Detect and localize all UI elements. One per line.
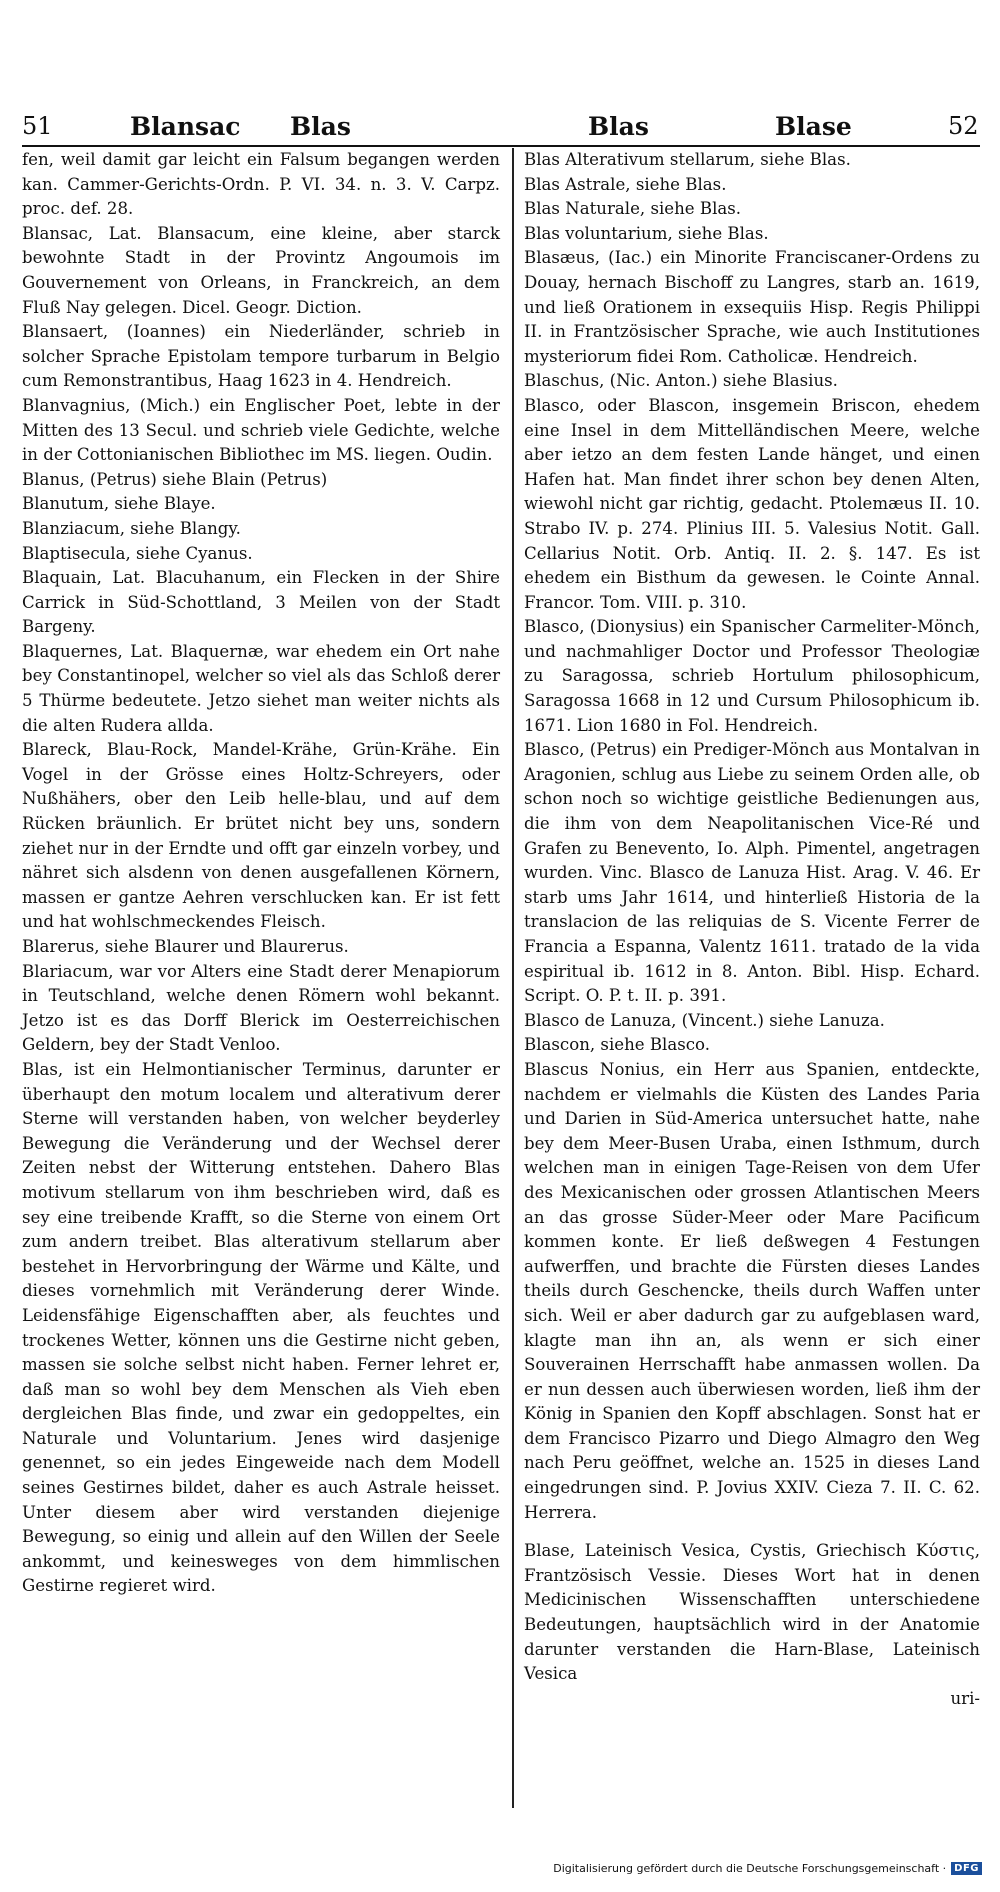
entry-paragraph: Blase, Lateinisch Vesica, Cystis, Griechisch Κύστις, Frantzösisch Vessie. Dieses Wort hat in denen Medicinischen Wissenschafften unterschiedene Bedeutungen, hauptsächlich wird in der Anatomie darunter verstanden die Harn-Blase, Lateinisch Vesica bbox=[524, 1541, 980, 1684]
entry-paragraph: fen, weil damit gar leicht ein Falsum begangen werden kan. Cammer-Gerichts-Ordn. P. VI. 34. n. 3. V. Carpz. proc. def. 28. bbox=[22, 150, 500, 219]
entry-paragraph: Blareck, Blau-Rock, Mandel-Krähe, Grün-Krähe. Ein Vogel in der Grösse eines Holtz-Schreyers, oder Nußhähers, ober den Leib helle-blau, und auf dem Rücken bräunlich. Er brütet nicht bey uns, sondern ziehet nur in der Erndte und offt gar einzeln vorbey, und nähret sich alsdenn von denen ausgefallenen Körnern, massen er gantze Aehren verschlucken kan. Er ist fett und hat wohlschmeckendes Fleisch. bbox=[22, 740, 500, 932]
entry-paragraph: Blanvagnius, (Mich.) ein Englischer Poet, lebte in der Mitten des 13 Secul. und schrieb viele Gedichte, welche in der Cottonianischen Bibliothec im MS. liegen. Oudin. bbox=[22, 395, 500, 465]
paragraph-gap bbox=[524, 1525, 980, 1539]
left-page-number: 51 bbox=[22, 112, 53, 140]
left-running-head-1: Blansac bbox=[130, 112, 241, 141]
entry-paragraph: Blanziacum, siehe Blangy. bbox=[22, 518, 241, 538]
entry-paragraph: Blaptisecula, siehe Cyanus. bbox=[22, 543, 253, 563]
entry-paragraph: Blansaert, (Ioannes) ein Niederländer, schrieb in solcher Sprache Epistolam tempore turbarum in Belgio cum Remonstrantibus, Haag 1623 in 4. Hendreich. bbox=[22, 322, 500, 391]
entry-paragraph: Blariacum, war vor Alters eine Stadt derer Menapiorum in Teutschland, welche denen Römern wohl bekannt. Jetzo ist es das Dorff Blerick im Oesterreichischen Geldern, bey der Stadt Venloo. bbox=[22, 961, 500, 1055]
entry-paragraph: Blaschus, (Nic. Anton.) siehe Blasius. bbox=[524, 371, 838, 391]
entry-paragraph: Blas voluntarium, siehe Blas. bbox=[524, 223, 769, 243]
entry-paragraph: Blasco, (Dionysius) ein Spanischer Carmeliter-Mönch, und nachmahliger Doctor und Professor Theologiæ zu Saragossa, schrieb Hortulum philosophicum, Saragossa 1668 in 12 und Cursum Philosophicum ib. 1671. Lion 1680 in Fol. Hendreich. bbox=[524, 617, 980, 735]
entry-paragraph: Blasco de Lanuza, (Vincent.) siehe Lanuza. bbox=[524, 1010, 885, 1030]
entry-paragraph: Blascon, siehe Blasco. bbox=[524, 1035, 711, 1055]
right-running-head-1: Blas bbox=[588, 112, 649, 141]
right-running-head-2: Blase bbox=[775, 112, 852, 141]
entry-paragraph: Blascus Nonius, ein Herr aus Spanien, entdeckte, nachdem er vielmahls die Küsten des Landes Paria und Darien in Süd-America untersuchet hatte, nahe bey dem Meer-Busen Uraba, einen Isthmum, durch welchen man in einigen Tage-Reisen von dem Ufer des Mexicanischen oder grossen Atlantischen Meers an das grosse Süder-Meer oder Mare Pacificum kommen konte. Er ließ deßwegen 4 Festungen aufwerffen, und brachte die Fürsten dieses Landes theils durch Geschencke, theils durch Waffen unter sich. Weil er aber dadurch gar zu aufgeblasen ward, klagte man ihn an, als wenn er sich einer Souverainen Herrschafft habe anmassen wollen. Da er nun dessen auch überwiesen worden, ließ ihm der König in Spanien den Kopff abschlagen. Sonst hat er dem Francisco Pizarro und Diego Almagro den Weg nach Peru geöffnet, welche an. 1525 in dieses Land eingedrungen sind. P. Jovius XXIV. Cieza 7. II. C. 62. Herrera. bbox=[524, 1059, 980, 1522]
entry-paragraph: Blas Naturale, siehe Blas. bbox=[524, 199, 742, 219]
column-divider bbox=[512, 148, 514, 1808]
header-rule bbox=[22, 145, 980, 147]
entry-paragraph: Blas Astrale, siehe Blas. bbox=[524, 174, 727, 194]
entry-paragraph: Blarerus, siehe Blaurer und Blaurerus. bbox=[22, 937, 349, 956]
entry-paragraph: Blasæus, (Iac.) ein Minorite Franciscaner-Ordens zu Douay, hernach Bischoff zu Langres, starb an. 1619, und ließ Orationem in exsequiis Hisp. Regis Philippi II. in Frantzösischer Sprache, wie auch Institutiones mysteriorum fidei Rom. Catholicæ. Hendreich. bbox=[524, 248, 980, 366]
footer-credit-text: Digitalisierung gefördert durch die Deutsche Forschungsgemeinschaft · bbox=[553, 1862, 947, 1875]
entry-paragraph: Blas, ist ein Helmontianischer Terminus, darunter er überhaupt den motum localem und alterativum derer Sterne will verstanden haben, von welcher beyderley Bewegung die Veränderung und der Wechsel derer Zeiten nebst der Witterung entstehen. Dahero Blas motivum stellarum von ihm beschrieben wird, daß es sey eine treibende Krafft, so die Sterne von einem Ort zum andern treibet. Blas alterativum stellarum aber bestehet in Hervorbringung der Wärme und Kälte, und dieses vornehmlich mit Veränderung derer Winde. Leidensfähige Eigenschafften aber, als feuchtes und trockenes Wetter, können uns die Gestirne nicht geben, massen sie solche selbst nicht haben. Ferner lehret er, daß man so wohl bey dem Menschen als Vieh eben dergleichen Blas finde, und zwar ein gedoppeltes, ein Naturale und Voluntarium. Jenes wird dasjenige genennet, so ein jedes Eingeweide nach dem Modell seines Gestirnes bildet, daher es auch Astrale heisset. Unter diesem aber wird verstanden diejenige Bewegung, so einig und allein auf den Willen der Seele ankommt, und keinesweges von dem himmlischen Gestirne regieret wird. bbox=[22, 1059, 500, 1596]
entry-paragraph: Blas Alterativum stellarum, siehe Blas. bbox=[524, 150, 851, 169]
catchword: uri- bbox=[950, 1688, 980, 1708]
right-page-number: 52 bbox=[948, 112, 979, 140]
entry-paragraph: Blasco, oder Blascon, insgemein Briscon, ehedem eine Insel in dem Mittelländischen Meere, welche aber ietzo an dem festen Lande hänget, und einen Hafen hat. Man findet ihrer schon bey denen Alten, wiewohl nicht gar richtig, gedacht. Ptolemæus II. 10. Strabo IV. p. 274. Plinius III. 5. Valesius Notit. Gall. Cellarius Notit. Orb. Antiq. II. 2. §. 147. Es ist ehedem ein Bisthum da gewesen. le Cointe Annal. Francor. Tom. VIII. p. 310. bbox=[524, 395, 980, 612]
dfg-logo-icon: DFG bbox=[951, 1862, 982, 1875]
left-column bbox=[22, 148, 500, 1599]
entry-paragraph: Blansac, Lat. Blansacum, eine kleine, aber starck bewohnte Stadt in der Provintz Angoumois im Gouvernement von Orleans, in Franckreich, an dem Fluß Nay gelegen. Dicel. Geogr. Diction. bbox=[22, 223, 500, 317]
left-running-head-2: Blas bbox=[290, 112, 351, 141]
entry-paragraph: Blasco, (Petrus) ein Prediger-Mönch aus Montalvan in Aragonien, schlug aus Liebe zu seinem Orden alle, ob schon noch so wichtige geistliche Bedienungen aus, die ihm von dem Neapolitanischen Vice-Ré und Grafen zu Benevento, Io. Alph. Pimentel, angetragen wurden. Vinc. Blasco de Lanuza Hist. Arag. V. 46. Er starb ums Jahr 1614, und hinterließ Historia de la translacion de las reliquias de S. Vicente Ferrer de Francia a Espanna, Valentz 1611. tratado de la vida espiritual ib. 1612 in 8. Anton. Bibl. Hisp. Echard. Script. O. P. t. II. p. 391. bbox=[524, 740, 980, 1006]
digitization-footer bbox=[553, 1862, 982, 1875]
right-column bbox=[524, 148, 980, 1711]
entry-paragraph: Blaquernes, Lat. Blaquernæ, war ehedem ein Ort nahe bey Constantinopel, welcher so viel als das Schloß derer 5 Thürme bedeutete. Jetzo siehet man weiter nichts als die alten Rudera allda. bbox=[22, 641, 500, 735]
entry-paragraph: Blaquain, Lat. Blacuhanum, ein Flecken in der Shire Carrick in Süd-Schottland, 3 Meilen von der Stadt Bargeny. bbox=[22, 568, 500, 637]
entry-paragraph: Blanus, (Petrus) siehe Blain (Petrus) bbox=[22, 469, 328, 489]
entry-paragraph: Blanutum, siehe Blaye. bbox=[22, 494, 216, 514]
